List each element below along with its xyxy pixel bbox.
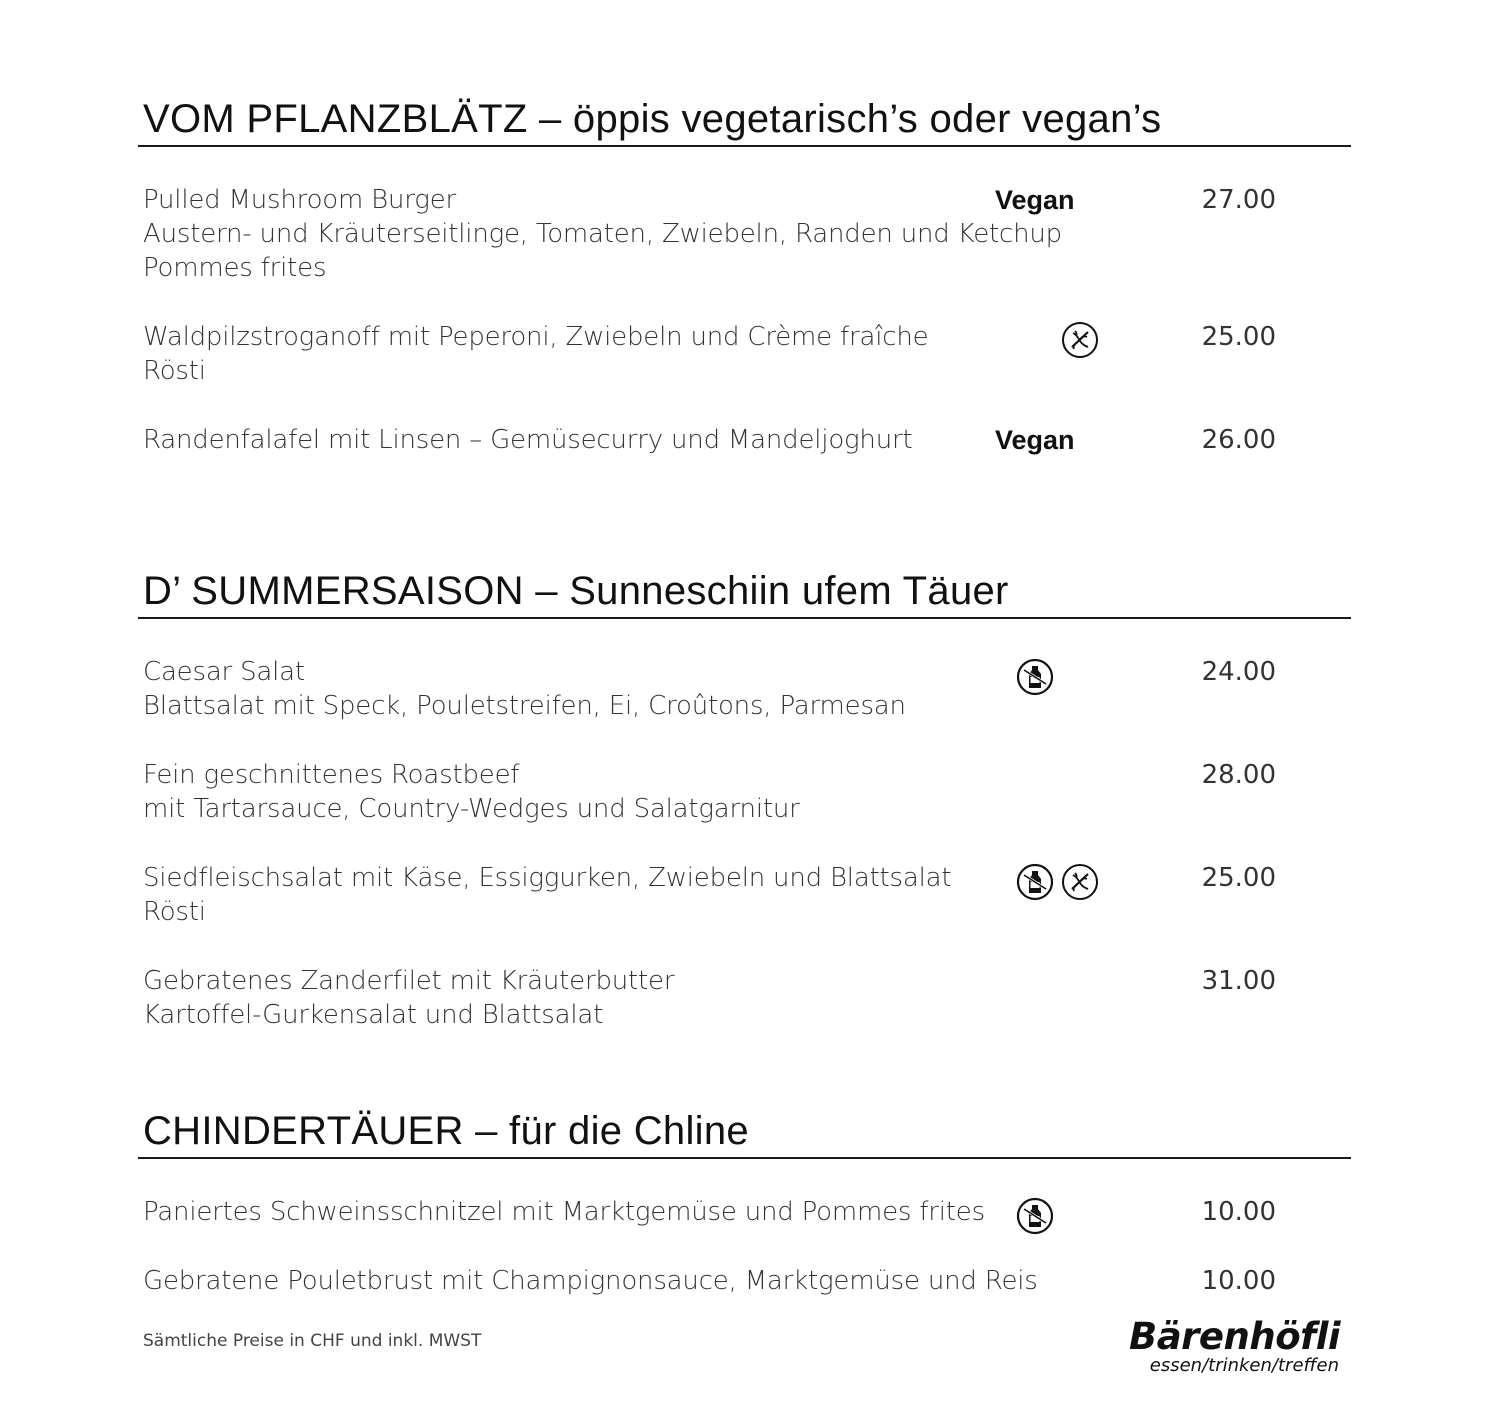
brand-tagline: essen/trinken/treffen [1149, 1355, 1339, 1376]
menu-item-waldpilzstroganoff [143, 320, 1293, 388]
dish-price: 28.00 [1201, 760, 1276, 790]
menu-item-randenfalafel [143, 423, 1293, 457]
dish-price: 10.00 [1201, 1266, 1276, 1296]
section-title-summersaison: D’ SUMMERSAISON – Sunneschiin ufem Täuer [143, 569, 1009, 613]
menu-item-pouletbrust [143, 1264, 1293, 1298]
dish-price: 10.00 [1201, 1197, 1276, 1227]
vegan-tag: Vegan [995, 185, 1075, 215]
dish-name: Randenfalafel mit Linsen – Gemüsecurry und Mandeljoghurt [143, 425, 913, 455]
menu-item-roastbeef [143, 758, 1293, 826]
dish-name: Gebratene Pouletbrust mit Champignonsauce, Marktgemüse und Reis [143, 1266, 1038, 1296]
dish-price: 31.00 [1201, 966, 1276, 996]
menu-item-pulled-mushroom-burger [143, 183, 1293, 285]
dish-name: Gebratenes Zanderfilet mit Kräuterbutter [143, 966, 675, 996]
brand-name: Bärenhöfli [1129, 1315, 1341, 1358]
dish-description: Kartoffel-Gurkensalat und Blattsalat [143, 1000, 604, 1030]
dish-price: 25.00 [1201, 863, 1276, 893]
menu-item-caesar-salat [143, 655, 1293, 723]
dish-description: mit Tartarsauce, Country-Wedges und Salatgarnitur [143, 794, 800, 824]
section-divider [138, 1157, 1351, 1159]
lactose-free-icon [1016, 1197, 1054, 1235]
section-divider [138, 617, 1351, 619]
section-title-pflanzblaetz: VOM PFLANZBLÄTZ – öppis vegetarisch’s oder vegan’s [143, 97, 1162, 141]
dish-price: 25.00 [1201, 322, 1276, 352]
menu-item-schweinsschnitzel [143, 1195, 1293, 1229]
gluten-free-icon [1061, 321, 1099, 359]
menu-item-zanderfilet [143, 964, 1293, 1032]
dish-name: Caesar Salat [143, 657, 305, 687]
section-divider [138, 145, 1351, 147]
section-title-chindertaeuer: CHINDERTÄUER – für die Chline [143, 1109, 749, 1153]
dish-name: Fein geschnittenes Roastbeef [143, 760, 520, 790]
dish-description: Blattsalat mit Speck, Pouletstreifen, Ei, Croûtons, Parmesan [143, 691, 906, 721]
dish-price: 26.00 [1201, 425, 1276, 455]
price-note: Sämtliche Preise in CHF und inkl. MWST [143, 1331, 482, 1351]
menu-item-siedfleischsalat [143, 861, 1293, 929]
dish-name: Waldpilzstroganoff mit Peperoni, Zwiebeln und Crème fraîche [143, 322, 929, 352]
brand-logo [1129, 1315, 1349, 1376]
dish-name: Siedfleischsalat mit Käse, Essiggurken, Zwiebeln und Blattsalat [143, 863, 952, 893]
dish-price: 27.00 [1201, 185, 1276, 215]
dish-side: Pommes frites [143, 253, 327, 283]
lactose-free-icon [1016, 863, 1054, 901]
dish-price: 24.00 [1201, 657, 1276, 687]
dish-name: Pulled Mushroom Burger [143, 185, 456, 215]
lactose-free-icon [1016, 658, 1054, 696]
dish-description: Austern- und Kräuterseitlinge, Tomaten, Zwiebeln, Randen und Ketchup [143, 219, 1062, 249]
gluten-free-icon [1061, 863, 1099, 901]
dish-side: Rösti [143, 897, 206, 927]
dish-name: Paniertes Schweinsschnitzel mit Marktgemüse und Pommes frites [143, 1197, 985, 1227]
dish-side: Rösti [143, 356, 206, 386]
vegan-tag: Vegan [995, 425, 1075, 455]
